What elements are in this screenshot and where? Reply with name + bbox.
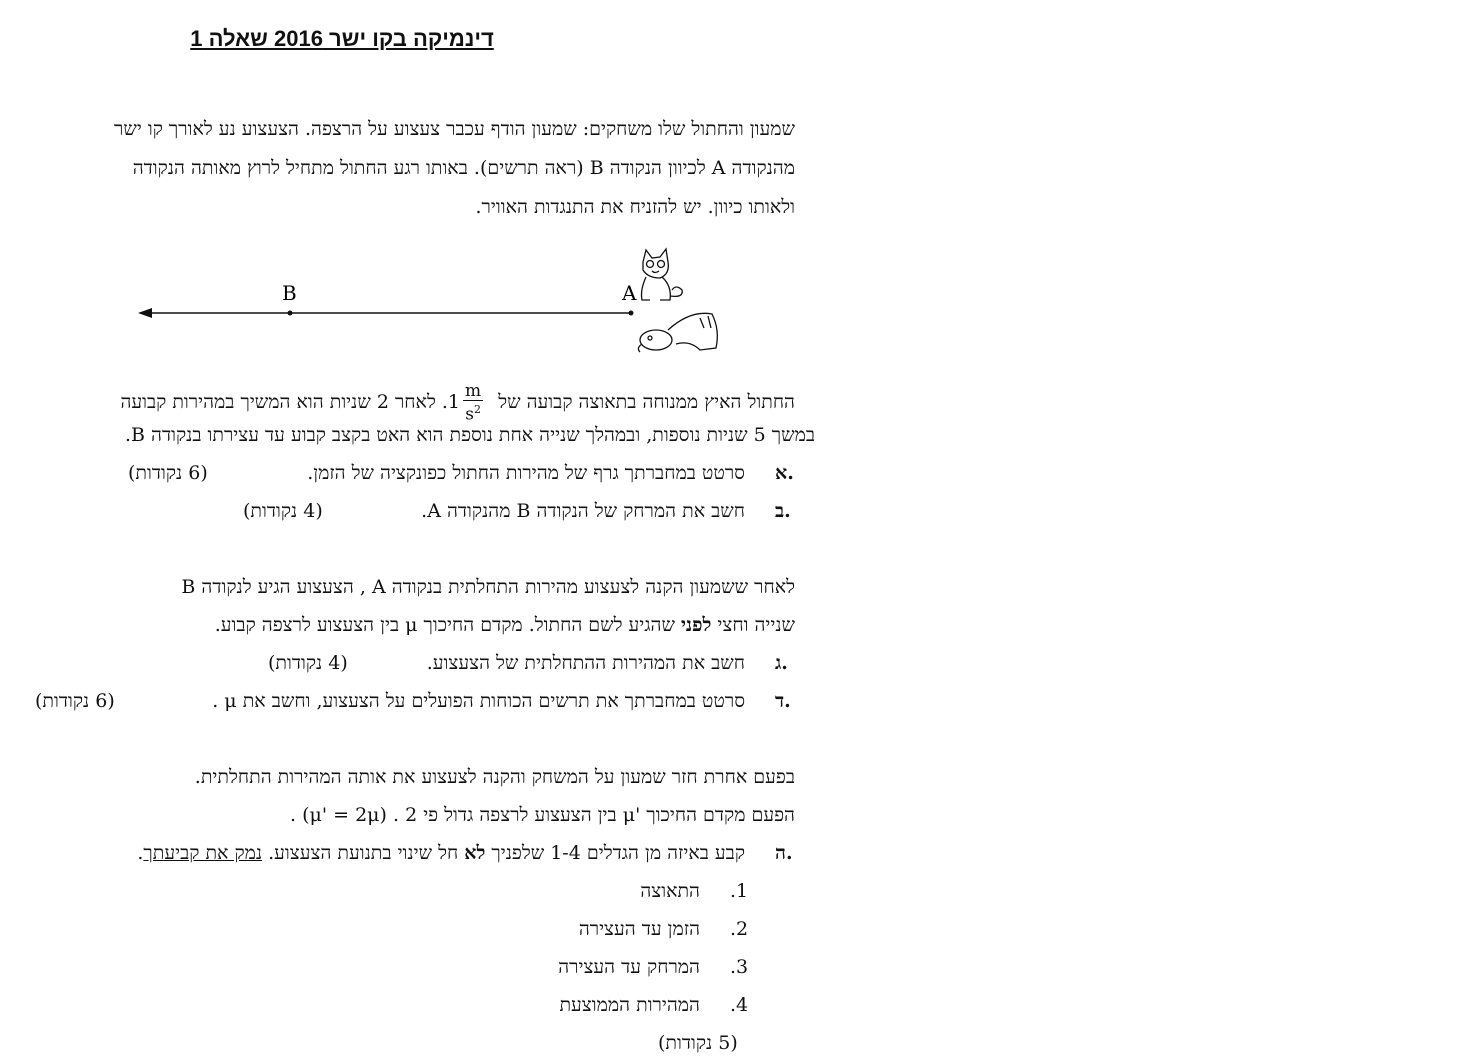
cat-icon xyxy=(642,249,683,300)
question-b-text: חשב את המרחק של הנקודה B מהנקודה A. xyxy=(421,500,745,522)
question-a-points: (6 נקודות) xyxy=(128,462,208,484)
label-a: A xyxy=(622,281,637,305)
hand-with-toy-icon xyxy=(638,313,717,352)
question-a-letter: א. xyxy=(775,462,794,484)
intro-line-2: מהנקודה A לכיוון הנקודה B (ראה תרשים). באותו רגע החתול מתחיל לרוץ מאותה הנקודה xyxy=(132,157,795,179)
list-item-number: .2 xyxy=(730,918,749,940)
list-item-number: .1 xyxy=(730,880,749,902)
page-title: דינמיקה בקו ישר 2016 שאלה 1 xyxy=(190,26,494,51)
question-c-text: חשב את המהירות ההתחלתית של הצעצוע. xyxy=(426,652,745,674)
question-e-letter: ה. xyxy=(775,842,793,864)
part1-line-2: במשך 5 שניות נוספות, ובמהלך שנייה אחת נוספת הוא האט בקצב קבוע עד עצירתו בנקודה B. xyxy=(124,424,815,446)
part3-line-2: הפעם מקדם החיכוך 'μ בין הצעצוע לרצפה גדול פי 2 . (μ' = 2μ) . xyxy=(290,804,795,826)
question-d-letter: ד. xyxy=(775,690,791,712)
intro-line-1: שמעון והחתול שלו משחקים: שמעון הודף עכבר צעצוע על הרצפה. הצעצוע נע לאורך קו ישר xyxy=(114,118,795,140)
list-item-text: הזמן עד העצירה xyxy=(578,918,700,940)
question-b-points: (4 נקודות) xyxy=(243,500,323,522)
motion-diagram xyxy=(0,240,760,370)
part2-line-1: לאחר ששמעון הקנה לצעצוע מהירות התחלתית בנקודה A , הצעצוע הגיע לנקודה B xyxy=(181,576,795,598)
question-c-points: (4 נקודות) xyxy=(268,652,348,674)
question-d-points: (6 נקודות) xyxy=(35,690,115,712)
question-d-text: סרטט במחברתך את תרשים הכוחות הפועלים על הצעצוע, וחשב את μ . xyxy=(212,690,745,712)
question-e-points: (5 נקודות) xyxy=(658,1032,738,1054)
part3-line-1: בפעם אחרת חזר שמעון על המשחק והקנה לצעצוע את אותה המהירות התחלתית. xyxy=(194,766,795,788)
accel-unit-fraction: $\frac{m}{s^2}$ xyxy=(465,381,482,425)
point-b-dot xyxy=(288,311,293,316)
question-b-letter: ב. xyxy=(775,500,791,522)
arrow-head-icon xyxy=(138,308,152,318)
list-item-text: התאוצה xyxy=(640,880,700,902)
point-a-dot xyxy=(629,311,634,316)
question-a-text: סרטט במחברתך גרף של מהירות החתול כפונקציה של הזמן. xyxy=(307,462,745,484)
part1-line-1: החתול האיץ ממנוחה בתאוצה קבועה של 1 $\frac{m}{s^2}$ . לאחר 2 שניות הוא המשיך במהירות קבועה xyxy=(120,381,795,425)
accel-value: 1 xyxy=(447,390,461,413)
question-e-text: קבע באיזה מן הגדלים 1-4 שלפניך לא חל שינוי בתנועת הצעצוע. נמק את קביעתך. xyxy=(137,842,745,864)
list-item-number: .3 xyxy=(730,956,749,978)
label-b: B xyxy=(282,281,297,305)
list-item-text: המרחק עד העצירה xyxy=(558,956,700,978)
part2-line-2: שנייה וחצי לפני שהגיע לשם החתול. מקדם החיכוך μ בין הצעצוע לרצפה קבוע. xyxy=(214,614,795,636)
question-c-letter: ג. xyxy=(775,652,788,674)
intro-line-3: ולאותו כיוון. יש להזניח את התנגדות האוויר. xyxy=(475,196,795,218)
list-item-number: .4 xyxy=(730,994,749,1016)
list-item-text: המהירות הממוצעת xyxy=(559,994,700,1016)
